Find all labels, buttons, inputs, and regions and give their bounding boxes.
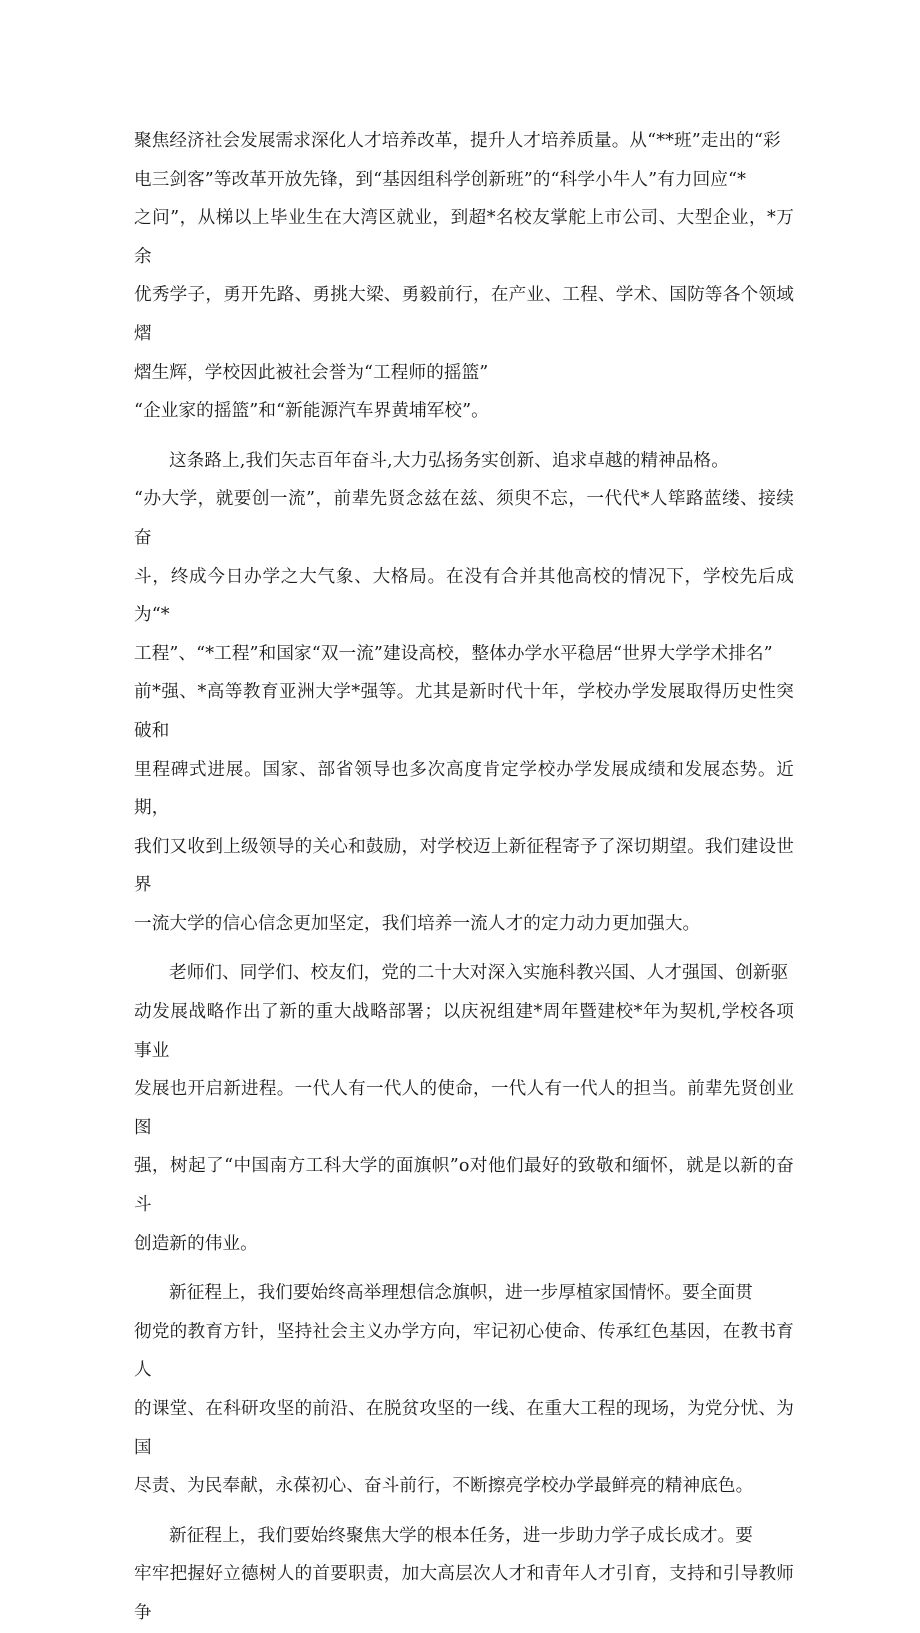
text-line: 熠生辉，学校因此被社会誉为“工程师的摇篮” — [134, 362, 489, 383]
text-line: 老师们、同学们、校友们，党的二十大对深入实施科教兴国、人才强国、创新驱 — [169, 963, 789, 984]
document-page — [134, 122, 794, 1633]
text-line: 的课堂、在科研攻坚的前沿、在脱贫攻坚的一线、在重大工程的现场，为党分忧、为国 — [134, 1399, 794, 1458]
text-line: 一流大学的信心信念更加坚定，我们培养一流人才的定力动力更加强大。 — [134, 913, 701, 934]
paragraph-1 — [134, 122, 794, 431]
text-line: “办大学，就要创一流”，前辈先贤念兹在兹、须臾不忘，一代代*人筚路蓝缕、接续奋 — [134, 489, 794, 548]
paragraph-4 — [134, 1274, 794, 1506]
text-line: 强，树起了“中国南方工科大学的面旗帜”o对他们最好的致敬和缅怀，就是以新的奋斗 — [134, 1156, 794, 1216]
text-line: 新征程上，我们要始终高举理想信念旗帜，进一步厚植家国情怀。要全面贯 — [169, 1283, 753, 1304]
paragraph-2 — [134, 442, 794, 944]
text-line: 电三剑客”等改革开放先锋，到“基因组科学创新班”的“科学小牛人”有力回应“* — [134, 169, 746, 190]
paragraph-3 — [134, 954, 794, 1263]
text-line: 新征程上，我们要始终聚焦大学的根本任务，进一步助力学子成长成才。要 — [169, 1525, 753, 1546]
text-line: 优秀学子，勇开先路、勇挑大梁、勇毅前行，在产业、工程、学术、国防等各个领域熠 — [134, 285, 794, 344]
text-line: 创造新的伟业。 — [134, 1233, 258, 1254]
text-line: 牢牢把握好立德树人的首要职责，加大高层次人才和青年人才引育，支持和引导教师争 — [134, 1564, 794, 1623]
text-line: 动发展战略作出了新的重大战略部署；以庆祝组建*周年暨建校*年为契机,学校各项事业 — [134, 1002, 794, 1061]
text-line: 斗，终成今日办学之大气象、大格局。在没有合并其他高校的情况下，学校先后成为“* — [134, 566, 794, 626]
text-line: 聚焦经济社会发展需求深化人才培养改革，提升人才培养质量。从“**班”走出的“彩 — [134, 131, 781, 151]
paragraph-5 — [134, 1517, 794, 1633]
text-line: 我们又收到上级领导的关心和鼓励，对学校迈上新征程寄予了深切期望。我们建设世界 — [134, 836, 794, 896]
text-line: 前*强、*高等教育亚洲大学*强等。尤其是新时代十年，学校办学发展取得历史性突破和 — [134, 682, 794, 741]
text-line: 发展也开启新进程。一代人有一代人的使命，一代人有一代人的担当。前辈先贤创业图 — [134, 1079, 794, 1138]
text-line: 这条路上,我们矢志百年奋斗,大力弘扬务实创新、追求卓越的精神品格。 — [169, 450, 729, 471]
text-line: 尽责、为民奉献，永葆初心、奋斗前行，不断擦亮学校办学最鲜亮的精神底色。 — [134, 1476, 754, 1497]
text-line: 彻党的教育方针，坚持社会主义办学方向，牢记初心使命、传承红色基因，在教书育人 — [134, 1321, 794, 1381]
text-line: 工程”、“*工程”和国家“双一流”建设高校，整体办学水平稳居“世界大学学术排名” — [134, 643, 773, 664]
text-line: 之问”，从梯以上毕业生在大湾区就业，到超*名校友掌舵上市公司、大型企业，*万余 — [134, 208, 794, 267]
text-line: “企业家的摇篮”和“新能源汽车界黄埔军校”。 — [134, 401, 489, 422]
text-line: 里程碑式进展。国家、部省领导也多次高度肯定学校办学发展成绩和发展态势。近期， — [134, 759, 794, 819]
